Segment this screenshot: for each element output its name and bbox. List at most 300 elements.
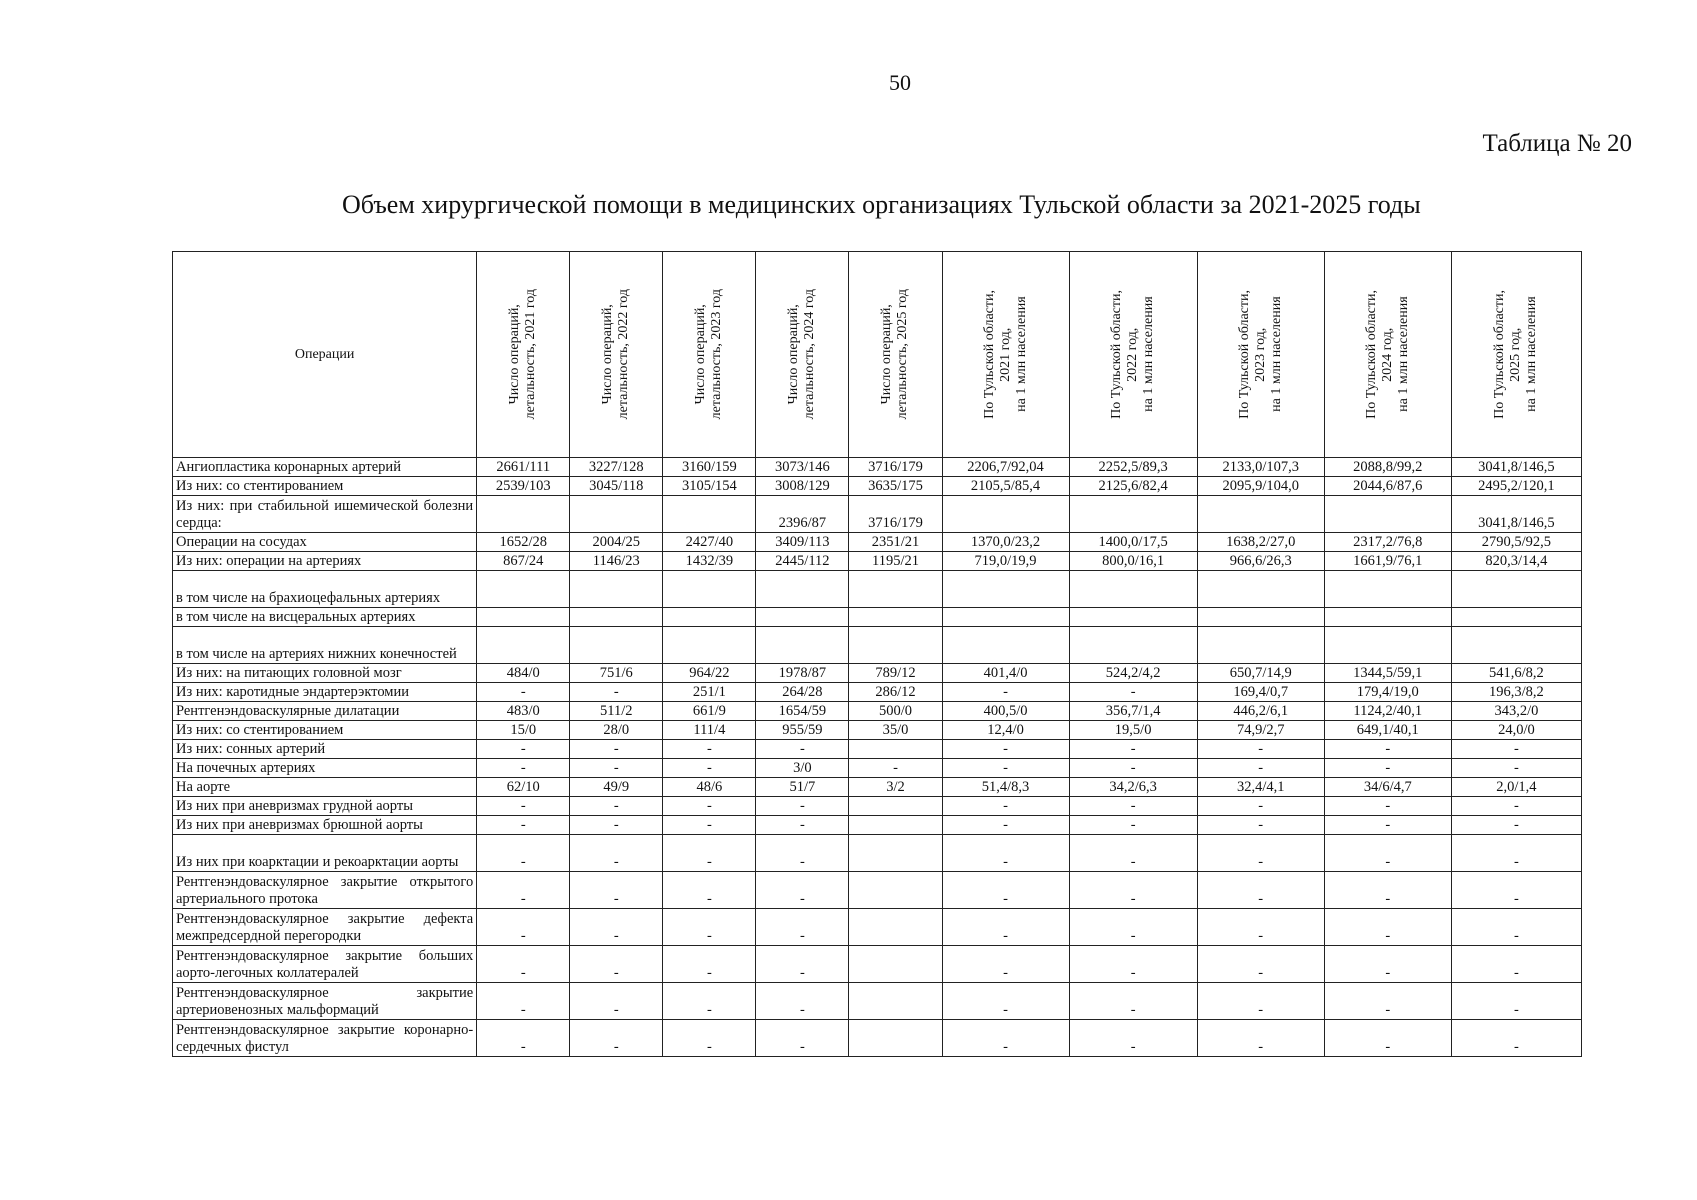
- cell-value: -: [1197, 797, 1324, 816]
- cell-value: -: [942, 835, 1069, 872]
- cell-value: -: [942, 983, 1069, 1020]
- table-header-row: [173, 252, 1582, 458]
- cell-value: 2044,6/87,6: [1324, 477, 1451, 496]
- cell-value: 3409/113: [756, 533, 849, 552]
- cell-value: [756, 571, 849, 608]
- cell-value: 1432/39: [663, 552, 756, 571]
- cell-value: -: [663, 759, 756, 778]
- cell-value: 400,5/0: [942, 702, 1069, 721]
- cell-value: [1324, 571, 1451, 608]
- row-operation-name: Рентгенэндоваскулярные дилатации: [173, 702, 477, 721]
- cell-value: 1661,9/76,1: [1324, 552, 1451, 571]
- cell-value: -: [756, 816, 849, 835]
- cell-value: 35/0: [849, 721, 942, 740]
- row-operation-name: Из них: операции на артериях: [173, 552, 477, 571]
- cell-value: 3635/175: [849, 477, 942, 496]
- cell-value: -: [477, 797, 570, 816]
- cell-value: -: [756, 835, 849, 872]
- cell-value: 28/0: [570, 721, 663, 740]
- cell-value: 15/0: [477, 721, 570, 740]
- cell-value: [849, 816, 942, 835]
- cell-value: -: [663, 946, 756, 983]
- cell-value: [477, 627, 570, 664]
- cell-value: 2095,9/104,0: [1197, 477, 1324, 496]
- cell-value: [1197, 571, 1324, 608]
- cell-value: 3716/179: [849, 496, 942, 533]
- cell-value: -: [1197, 759, 1324, 778]
- cell-value: 3008/129: [756, 477, 849, 496]
- header-label: По Тульской области, 2025 год, на 1 млн населения: [1492, 290, 1540, 419]
- cell-value: [1324, 627, 1451, 664]
- cell-value: -: [756, 740, 849, 759]
- cell-value: [570, 571, 663, 608]
- cell-value: [849, 835, 942, 872]
- cell-value: -: [570, 909, 663, 946]
- cell-value: -: [477, 1020, 570, 1057]
- cell-value: -: [1197, 835, 1324, 872]
- cell-value: -: [1451, 872, 1581, 909]
- table-row: [173, 533, 1582, 552]
- cell-value: -: [663, 872, 756, 909]
- document-title: Объем хирургической помощи в медицинских организациях Тульской области за 2021-2025 годы: [342, 190, 1421, 219]
- cell-value: -: [942, 797, 1069, 816]
- row-operation-name: Рентгенэндоваскулярное закрытие дефекта межпредсердной перегородки: [173, 909, 477, 946]
- row-operation-name: Из них: сонных артерий: [173, 740, 477, 759]
- cell-value: 2790,5/92,5: [1451, 533, 1581, 552]
- cell-value: -: [1451, 797, 1581, 816]
- cell-value: -: [1069, 759, 1197, 778]
- cell-value: -: [756, 946, 849, 983]
- cell-value: -: [1069, 816, 1197, 835]
- cell-value: -: [1069, 946, 1197, 983]
- header-label: По Тульской области, 2021 год, на 1 млн населения: [981, 290, 1029, 419]
- cell-value: [663, 608, 756, 627]
- cell-value: 1978/87: [756, 664, 849, 683]
- cell-value: -: [1451, 759, 1581, 778]
- cell-value: -: [663, 797, 756, 816]
- cell-value: [942, 571, 1069, 608]
- cell-value: -: [570, 759, 663, 778]
- cell-value: -: [570, 983, 663, 1020]
- cell-value: 800,0/16,1: [1069, 552, 1197, 571]
- cell-value: -: [942, 872, 1069, 909]
- table-row: [173, 571, 1582, 608]
- cell-value: 511/2: [570, 702, 663, 721]
- cell-value: [849, 946, 942, 983]
- row-operation-name: Из них: при стабильной ишемической болезни сердца:: [173, 496, 477, 533]
- cell-value: -: [1197, 816, 1324, 835]
- cell-value: 2427/40: [663, 533, 756, 552]
- header-label: Число операций, летальность, 2021 год: [507, 289, 539, 420]
- cell-value: -: [1324, 835, 1451, 872]
- cell-value: 966,6/26,3: [1197, 552, 1324, 571]
- row-operation-name: Из них при аневризмах грудной аорты: [173, 797, 477, 816]
- table-row: [173, 608, 1582, 627]
- cell-value: -: [477, 946, 570, 983]
- cell-value: [849, 571, 942, 608]
- cell-value: -: [663, 983, 756, 1020]
- cell-value: 24,0/0: [1451, 721, 1581, 740]
- cell-value: 3105/154: [663, 477, 756, 496]
- header-col-3: [663, 252, 756, 458]
- cell-value: -: [477, 983, 570, 1020]
- cell-value: 34,2/6,3: [1069, 778, 1197, 797]
- cell-value: [849, 872, 942, 909]
- table-row: [173, 835, 1582, 872]
- row-operation-name: Операции на сосудах: [173, 533, 477, 552]
- cell-value: 111/4: [663, 721, 756, 740]
- cell-value: [942, 608, 1069, 627]
- cell-value: 19,5/0: [1069, 721, 1197, 740]
- cell-value: 3/0: [756, 759, 849, 778]
- cell-value: 2351/21: [849, 533, 942, 552]
- cell-value: 32,4/4,1: [1197, 778, 1324, 797]
- cell-value: [1451, 627, 1581, 664]
- cell-value: [1069, 496, 1197, 533]
- cell-value: [663, 627, 756, 664]
- cell-value: -: [942, 683, 1069, 702]
- cell-value: [1069, 608, 1197, 627]
- cell-value: 719,0/19,9: [942, 552, 1069, 571]
- cell-value: 3716/179: [849, 458, 942, 477]
- cell-value: -: [570, 946, 663, 983]
- cell-value: 401,4/0: [942, 664, 1069, 683]
- cell-value: 2396/87: [756, 496, 849, 533]
- cell-value: -: [1197, 872, 1324, 909]
- cell-value: [1069, 571, 1197, 608]
- table-row: [173, 664, 1582, 683]
- cell-value: 867/24: [477, 552, 570, 571]
- cell-value: -: [477, 909, 570, 946]
- cell-value: [663, 496, 756, 533]
- surgery-volume-table: [172, 251, 1582, 1057]
- header-label: Число операций, летальность, 2024 год: [786, 289, 818, 420]
- cell-value: [477, 608, 570, 627]
- cell-value: 1638,2/27,0: [1197, 533, 1324, 552]
- cell-value: 51/7: [756, 778, 849, 797]
- table-row: [173, 1020, 1582, 1057]
- cell-value: 483/0: [477, 702, 570, 721]
- cell-value: -: [1069, 983, 1197, 1020]
- header-col-4: [756, 252, 849, 458]
- row-operation-name: в том числе на артериях нижних конечностей: [173, 627, 477, 664]
- cell-value: -: [756, 983, 849, 1020]
- cell-value: 74,9/2,7: [1197, 721, 1324, 740]
- table-row: [173, 778, 1582, 797]
- cell-value: 820,3/14,4: [1451, 552, 1581, 571]
- cell-value: 751/6: [570, 664, 663, 683]
- cell-value: -: [1451, 909, 1581, 946]
- cell-value: -: [1324, 983, 1451, 1020]
- cell-value: 2004/25: [570, 533, 663, 552]
- cell-value: [477, 496, 570, 533]
- cell-value: -: [1069, 1020, 1197, 1057]
- cell-value: 2495,2/120,1: [1451, 477, 1581, 496]
- cell-value: 251/1: [663, 683, 756, 702]
- cell-value: 2133,0/107,3: [1197, 458, 1324, 477]
- row-operation-name: Из них: со стентированием: [173, 721, 477, 740]
- cell-value: -: [570, 835, 663, 872]
- cell-value: -: [1069, 872, 1197, 909]
- table-body: [173, 458, 1582, 1057]
- table-row: [173, 702, 1582, 721]
- cell-value: -: [1197, 946, 1324, 983]
- cell-value: -: [570, 1020, 663, 1057]
- cell-value: 524,2/4,2: [1069, 664, 1197, 683]
- row-operation-name: Из них при коарктации и рекоарктации аорты: [173, 835, 477, 872]
- cell-value: 2125,6/82,4: [1069, 477, 1197, 496]
- cell-value: [663, 571, 756, 608]
- cell-value: 3041,8/146,5: [1451, 458, 1581, 477]
- cell-value: -: [570, 683, 663, 702]
- cell-value: [570, 627, 663, 664]
- header-col-10: [1451, 252, 1581, 458]
- cell-value: [1324, 608, 1451, 627]
- cell-value: 264/28: [756, 683, 849, 702]
- cell-value: -: [570, 872, 663, 909]
- cell-value: 343,2/0: [1451, 702, 1581, 721]
- cell-value: 2206,7/92,04: [942, 458, 1069, 477]
- cell-value: -: [1324, 816, 1451, 835]
- cell-value: 2445/112: [756, 552, 849, 571]
- cell-value: 500/0: [849, 702, 942, 721]
- cell-value: -: [570, 740, 663, 759]
- cell-value: 1654/59: [756, 702, 849, 721]
- cell-value: -: [477, 759, 570, 778]
- cell-value: -: [663, 816, 756, 835]
- table-row: [173, 458, 1582, 477]
- header-label: По Тульской области, 2022 год, на 1 млн населения: [1109, 290, 1157, 419]
- header-label: По Тульской области, 2023 год, на 1 млн населения: [1236, 290, 1284, 419]
- table-row: [173, 740, 1582, 759]
- cell-value: -: [756, 872, 849, 909]
- table-label: Таблица № 20: [1482, 130, 1632, 157]
- header-col-6: [942, 252, 1069, 458]
- cell-value: [1197, 627, 1324, 664]
- cell-value: [1069, 627, 1197, 664]
- cell-value: -: [663, 909, 756, 946]
- cell-value: -: [1197, 740, 1324, 759]
- cell-value: -: [477, 872, 570, 909]
- cell-value: 3041,8/146,5: [1451, 496, 1581, 533]
- cell-value: [849, 797, 942, 816]
- cell-value: -: [1451, 983, 1581, 1020]
- cell-value: [477, 571, 570, 608]
- cell-value: 1370,0/23,2: [942, 533, 1069, 552]
- header-col-7: [1069, 252, 1197, 458]
- cell-value: 34/6/4,7: [1324, 778, 1451, 797]
- cell-value: 3045/118: [570, 477, 663, 496]
- cell-value: [1197, 496, 1324, 533]
- cell-value: -: [477, 683, 570, 702]
- header-label: Число операций, летальность, 2022 год: [600, 289, 632, 420]
- cell-value: 179,4/19,0: [1324, 683, 1451, 702]
- row-operation-name: в том числе на висцеральных артериях: [173, 608, 477, 627]
- cell-value: [756, 608, 849, 627]
- cell-value: -: [1197, 983, 1324, 1020]
- cell-value: -: [477, 740, 570, 759]
- cell-value: -: [849, 759, 942, 778]
- table-row: [173, 496, 1582, 533]
- row-operation-name: Ангиопластика коронарных артерий: [173, 458, 477, 477]
- table-row: [173, 721, 1582, 740]
- cell-value: 196,3/8,2: [1451, 683, 1581, 702]
- cell-value: [942, 496, 1069, 533]
- table-row: [173, 627, 1582, 664]
- row-operation-name: На аорте: [173, 778, 477, 797]
- cell-value: -: [756, 1020, 849, 1057]
- row-operation-name: Рентгенэндоваскулярное закрытие больших аорто-легочных коллатералей: [173, 946, 477, 983]
- row-operation-name: Из них: каротидные эндартерэктомии: [173, 683, 477, 702]
- cell-value: -: [942, 946, 1069, 983]
- cell-value: [1197, 608, 1324, 627]
- cell-value: 2252,5/89,3: [1069, 458, 1197, 477]
- cell-value: 446,2/6,1: [1197, 702, 1324, 721]
- cell-value: [849, 909, 942, 946]
- cell-value: [1324, 496, 1451, 533]
- row-operation-name: На почечных артериях: [173, 759, 477, 778]
- cell-value: 49/9: [570, 778, 663, 797]
- cell-value: 2088,8/99,2: [1324, 458, 1451, 477]
- row-operation-name: Рентгенэндоваскулярное закрытие артериовенозных мальформаций: [173, 983, 477, 1020]
- header-label: По Тульской области, 2024 год, на 1 млн населения: [1363, 290, 1411, 419]
- cell-value: -: [1324, 759, 1451, 778]
- cell-value: [1451, 608, 1581, 627]
- cell-value: -: [570, 816, 663, 835]
- table-row: [173, 552, 1582, 571]
- row-operation-name: Из них: на питающих головной мозг: [173, 664, 477, 683]
- cell-value: 2317,2/76,8: [1324, 533, 1451, 552]
- row-operation-name: Рентгенэндоваскулярное закрытие коронарно-сердечных фистул: [173, 1020, 477, 1057]
- cell-value: -: [1451, 946, 1581, 983]
- cell-value: -: [756, 797, 849, 816]
- cell-value: -: [570, 797, 663, 816]
- cell-value: -: [1324, 872, 1451, 909]
- cell-value: [849, 627, 942, 664]
- table-row: [173, 872, 1582, 909]
- header-col-8: [1197, 252, 1324, 458]
- cell-value: -: [1197, 1020, 1324, 1057]
- cell-value: -: [663, 740, 756, 759]
- cell-value: 51,4/8,3: [942, 778, 1069, 797]
- cell-value: -: [1069, 740, 1197, 759]
- cell-value: -: [942, 816, 1069, 835]
- cell-value: 1344,5/59,1: [1324, 664, 1451, 683]
- header-col-1: [477, 252, 570, 458]
- cell-value: -: [1069, 909, 1197, 946]
- cell-value: 1195/21: [849, 552, 942, 571]
- cell-value: 541,6/8,2: [1451, 664, 1581, 683]
- cell-value: -: [1451, 835, 1581, 872]
- header-col-5: [849, 252, 942, 458]
- cell-value: -: [942, 909, 1069, 946]
- cell-value: [849, 983, 942, 1020]
- cell-value: 2,0/1,4: [1451, 778, 1581, 797]
- row-operation-name: в том числе на брахиоцефальных артериях: [173, 571, 477, 608]
- table-row: [173, 797, 1582, 816]
- header-label: Число операций, летальность, 2025 год: [879, 289, 911, 420]
- cell-value: -: [942, 1020, 1069, 1057]
- cell-value: -: [1324, 740, 1451, 759]
- cell-value: 3160/159: [663, 458, 756, 477]
- cell-value: -: [1451, 740, 1581, 759]
- cell-value: 650,7/14,9: [1197, 664, 1324, 683]
- cell-value: 484/0: [477, 664, 570, 683]
- cell-value: 169,4/0,7: [1197, 683, 1324, 702]
- cell-value: 2105,5/85,4: [942, 477, 1069, 496]
- cell-value: 12,4/0: [942, 721, 1069, 740]
- page-number: 50: [889, 70, 911, 95]
- cell-value: -: [756, 909, 849, 946]
- cell-value: 2661/111: [477, 458, 570, 477]
- cell-value: -: [942, 759, 1069, 778]
- cell-value: -: [663, 835, 756, 872]
- cell-value: [570, 608, 663, 627]
- cell-value: 1400,0/17,5: [1069, 533, 1197, 552]
- cell-value: 789/12: [849, 664, 942, 683]
- table-row: [173, 909, 1582, 946]
- cell-value: -: [1197, 909, 1324, 946]
- header-col-9: [1324, 252, 1451, 458]
- cell-value: 661/9: [663, 702, 756, 721]
- cell-value: 356,7/1,4: [1069, 702, 1197, 721]
- row-operation-name: Из них: со стентированием: [173, 477, 477, 496]
- cell-value: -: [1324, 797, 1451, 816]
- table-row: [173, 983, 1582, 1020]
- cell-value: [1451, 571, 1581, 608]
- cell-value: 1124,2/40,1: [1324, 702, 1451, 721]
- cell-value: [942, 627, 1069, 664]
- table-row: [173, 946, 1582, 983]
- cell-value: 1146/23: [570, 552, 663, 571]
- cell-value: 3/2: [849, 778, 942, 797]
- cell-value: -: [477, 835, 570, 872]
- cell-value: 649,1/40,1: [1324, 721, 1451, 740]
- cell-value: 48/6: [663, 778, 756, 797]
- cell-value: -: [1324, 909, 1451, 946]
- cell-value: -: [1069, 835, 1197, 872]
- cell-value: 286/12: [849, 683, 942, 702]
- cell-value: [849, 608, 942, 627]
- cell-value: 3227/128: [570, 458, 663, 477]
- cell-value: -: [1069, 683, 1197, 702]
- row-operation-name: Рентгенэндоваскулярное закрытие открытого артериального протока: [173, 872, 477, 909]
- cell-value: -: [1324, 1020, 1451, 1057]
- cell-value: [756, 627, 849, 664]
- cell-value: -: [663, 1020, 756, 1057]
- table-row: [173, 477, 1582, 496]
- header-col-2: [570, 252, 663, 458]
- cell-value: [849, 1020, 942, 1057]
- table-row: [173, 683, 1582, 702]
- cell-value: 2539/103: [477, 477, 570, 496]
- cell-value: -: [942, 740, 1069, 759]
- cell-value: 1652/28: [477, 533, 570, 552]
- cell-value: 955/59: [756, 721, 849, 740]
- row-operation-name: Из них при аневризмах брюшной аорты: [173, 816, 477, 835]
- cell-value: -: [1069, 797, 1197, 816]
- cell-value: [849, 740, 942, 759]
- table-row: [173, 816, 1582, 835]
- header-operations: Операции: [173, 252, 477, 458]
- table-row: [173, 759, 1582, 778]
- cell-value: 3073/146: [756, 458, 849, 477]
- cell-value: 964/22: [663, 664, 756, 683]
- cell-value: -: [477, 816, 570, 835]
- cell-value: -: [1451, 1020, 1581, 1057]
- cell-value: -: [1451, 816, 1581, 835]
- cell-value: [570, 496, 663, 533]
